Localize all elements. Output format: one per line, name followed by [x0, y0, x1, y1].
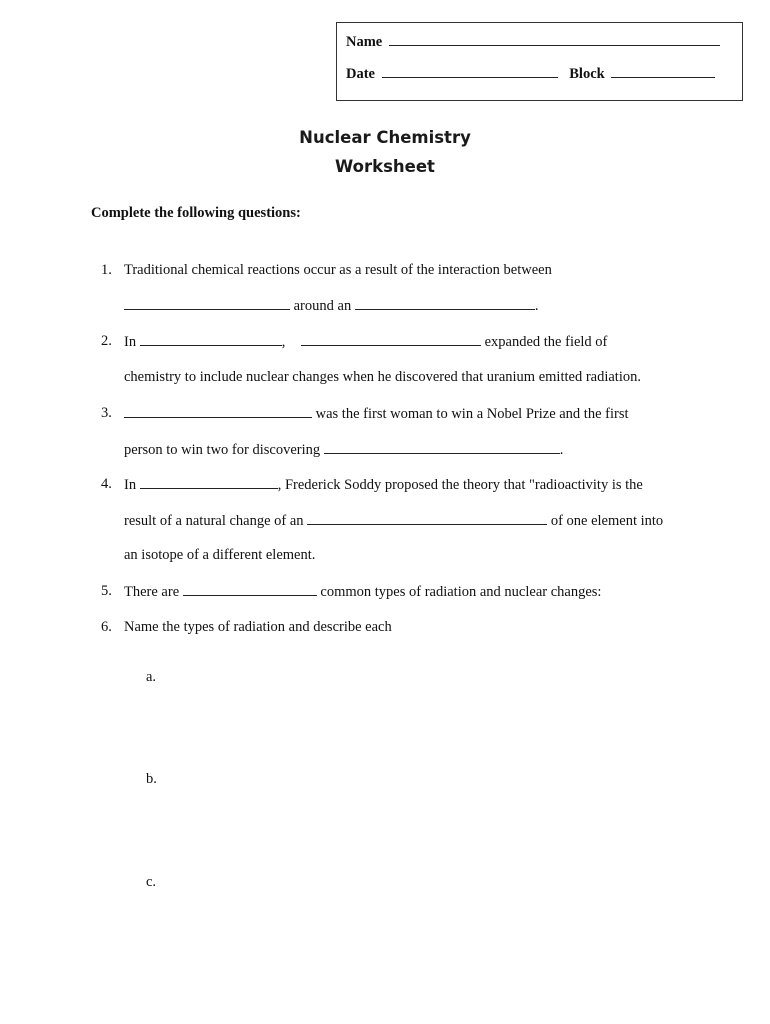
- answer-blank[interactable]: [183, 583, 317, 596]
- question-6-line-1: [124, 619, 392, 636]
- worksheet-subtitle: Worksheet: [335, 157, 435, 176]
- question-text: common types of radiation and nuclear changes:: [320, 584, 602, 600]
- question-2-line-2: [124, 369, 641, 386]
- name-row: [346, 33, 720, 51]
- sub-item-a: a.: [146, 669, 157, 685]
- date-blank[interactable]: [382, 65, 558, 78]
- instructions: Complete the following questions:: [91, 205, 301, 221]
- answer-blank[interactable]: [301, 333, 481, 346]
- question-text: .: [534, 298, 539, 314]
- student-info-box: [336, 22, 743, 101]
- question-text: In: [124, 334, 137, 350]
- question-text: expanded the field of: [484, 334, 608, 350]
- question-text: .: [559, 442, 564, 458]
- question-text: Traditional chemical reactions occur as a result of the interaction between: [124, 262, 552, 278]
- block-blank[interactable]: [611, 65, 715, 78]
- question-text: chemistry to include nuclear changes when he discovered that uranium emitted radiation.: [124, 369, 641, 385]
- block-label: Block: [569, 66, 605, 82]
- question-4-line-1: [124, 476, 643, 494]
- question-4-line-2: [124, 512, 663, 530]
- question-4-line-3: [124, 547, 315, 564]
- question-number: 2.: [101, 333, 112, 349]
- question-5-line-1: [124, 583, 601, 601]
- question-text: result of a natural change of an: [124, 513, 304, 529]
- question-number: 3.: [101, 405, 112, 421]
- question-number: 6.: [101, 619, 112, 635]
- date-row: [346, 65, 715, 83]
- question-text: There are: [124, 584, 180, 600]
- name-blank[interactable]: [389, 33, 720, 46]
- question-number: 4.: [101, 476, 112, 492]
- question-1-line-1: [124, 262, 552, 279]
- question-text: an isotope of a different element.: [124, 547, 316, 563]
- question-3-line-2: [124, 441, 563, 459]
- answer-blank[interactable]: [140, 333, 282, 346]
- question-1-line-2: [124, 297, 538, 315]
- answer-blank[interactable]: [307, 512, 547, 525]
- sub-item-b: b.: [146, 771, 157, 787]
- question-text: Name the types of radiation and describe each: [124, 619, 392, 635]
- date-label: Date: [346, 66, 375, 82]
- question-2-line-1: [124, 333, 607, 351]
- question-text: person to win two for discovering: [124, 442, 321, 458]
- question-text: was the first woman to win a Nobel Prize and the first: [315, 406, 629, 422]
- sub-item-c: c.: [146, 874, 157, 890]
- question-3-line-1: [124, 405, 629, 423]
- answer-blank[interactable]: [124, 297, 290, 310]
- question-number: 5.: [101, 583, 112, 599]
- answer-blank[interactable]: [140, 476, 278, 489]
- question-text: around an: [293, 298, 352, 314]
- question-text: ,: [281, 334, 286, 350]
- worksheet-title: Nuclear Chemistry: [299, 128, 471, 147]
- answer-blank[interactable]: [324, 441, 560, 454]
- answer-blank[interactable]: [124, 405, 312, 418]
- question-number: 1.: [101, 262, 112, 278]
- answer-blank[interactable]: [355, 297, 535, 310]
- question-text: In: [124, 477, 137, 493]
- name-label: Name: [346, 34, 383, 50]
- question-text: , Frederick Soddy proposed the theory that "radioactivity is the: [277, 477, 643, 493]
- question-text: of one element into: [550, 513, 664, 529]
